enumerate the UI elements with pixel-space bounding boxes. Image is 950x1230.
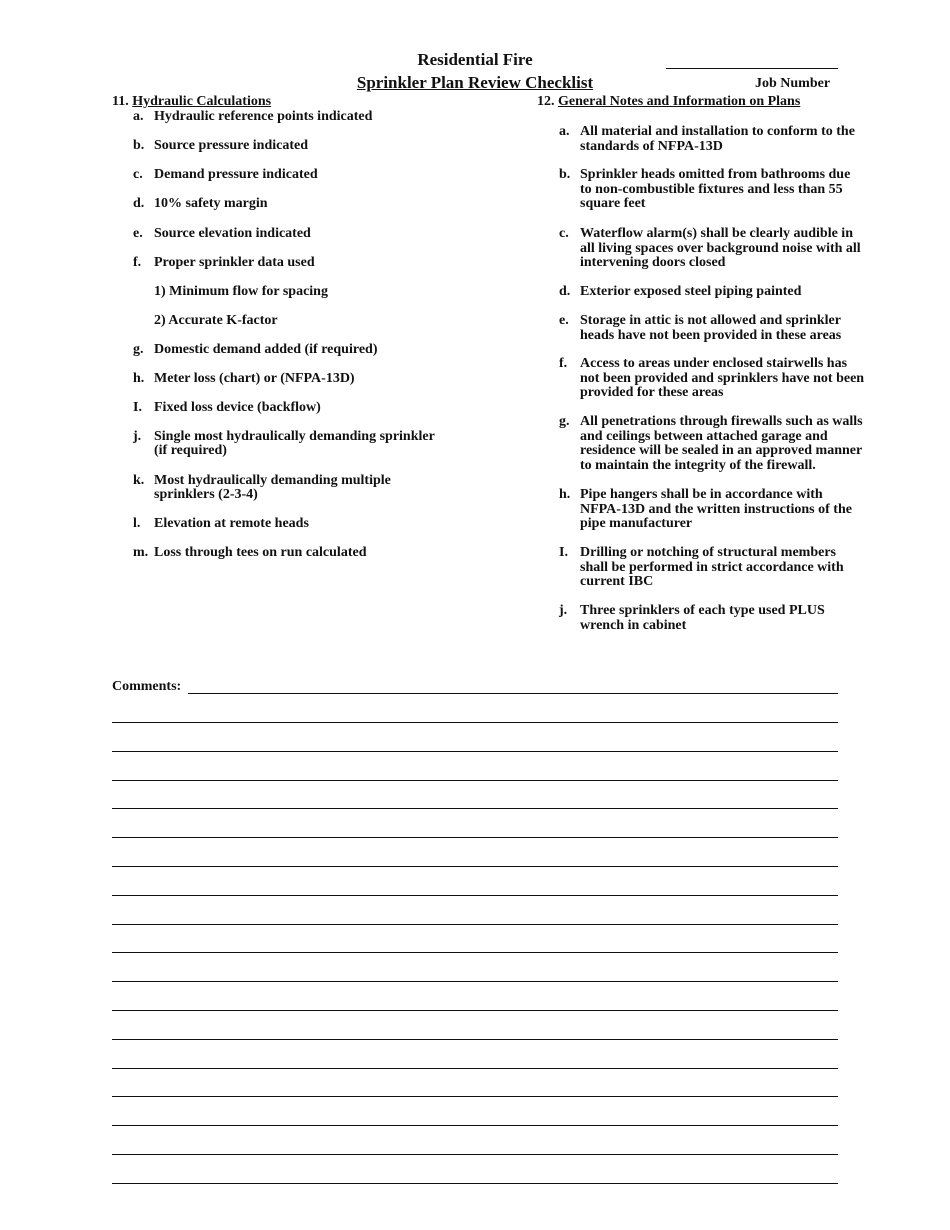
item-label: b. [133, 138, 145, 153]
item-label: I. [133, 400, 142, 415]
item-text-line: Three sprinklers of each type used PLUS [580, 603, 825, 618]
comment-rule-line[interactable] [112, 1125, 838, 1126]
notes-item [559, 545, 899, 590]
item-text: 10% safety margin [154, 196, 268, 211]
notes-item [559, 167, 899, 212]
comment-rule-line[interactable] [112, 1010, 838, 1011]
item-text-line: pipe manufacturer [580, 516, 693, 532]
item-label: j. [133, 429, 142, 444]
item-label: f. [559, 356, 568, 371]
checklist-item [133, 371, 513, 403]
item-label: k. [133, 473, 145, 488]
item-label: b. [559, 167, 571, 182]
comment-rule-line[interactable] [112, 751, 838, 752]
item-text-line: wrench in cabinet [580, 617, 687, 633]
checklist-item [133, 313, 513, 345]
comment-rule-line[interactable] [112, 952, 838, 953]
comment-rule-line[interactable] [112, 1096, 838, 1097]
item-text-line: heads have not been provided in these areas [580, 327, 842, 343]
job-number-field[interactable] [666, 68, 838, 69]
item-text: Demand pressure indicated [154, 167, 318, 182]
comment-rule-line[interactable] [112, 1154, 838, 1155]
item-text-line: all living spaces over background noise with all [580, 240, 861, 256]
item-text-line: Storage in attic is not allowed and sprinkler [580, 313, 841, 328]
checklist-item [133, 196, 513, 228]
item-label: I. [559, 545, 568, 560]
item-label: e. [133, 226, 143, 241]
job-number-label: Job Number [755, 76, 831, 91]
item-text: 2) Accurate K-factor [154, 313, 278, 328]
item-label: a. [559, 124, 570, 139]
comment-rule-line[interactable] [112, 1039, 838, 1040]
notes-item [559, 313, 899, 343]
checklist-item [133, 226, 513, 258]
item-text-line: Waterflow alarm(s) shall be clearly audible in [580, 226, 853, 241]
item-text-line: Sprinkler heads omitted from bathrooms due [580, 167, 851, 182]
item-text-line: not been provided and sprinklers have not been [580, 370, 865, 386]
checklist-item [133, 473, 513, 505]
item-text: 1) Minimum flow for spacing [154, 284, 328, 299]
checklist-item [133, 516, 513, 548]
comment-rule-line[interactable] [112, 1183, 838, 1184]
item-text-line2: sprinklers (2-3-4) [154, 487, 258, 502]
item-label: h. [133, 371, 145, 386]
item-label: j. [559, 603, 568, 618]
item-label: d. [559, 284, 571, 299]
form-title-line1: Residential Fire [417, 50, 533, 69]
section-12-number: 12. [537, 94, 555, 109]
section-11-heading [112, 94, 271, 110]
notes-item [559, 284, 899, 299]
item-label: e. [559, 313, 569, 328]
item-text-line: provided for these areas [580, 385, 724, 401]
item-label: c. [559, 226, 569, 241]
form-title-line2: Sprinkler Plan Review Checklist [356, 73, 594, 92]
item-text-line: Pipe hangers shall be in accordance with [580, 487, 823, 502]
notes-item [559, 226, 899, 271]
notes-item [559, 356, 899, 401]
section-11-number: 11. [112, 94, 129, 109]
item-text-line: All penetrations through firewalls such as walls [580, 414, 863, 429]
comment-rule-line[interactable] [112, 808, 838, 809]
item-label: d. [133, 196, 145, 211]
checklist-item [133, 167, 513, 199]
item-text-line: NFPA-13D and the written instructions of the [580, 501, 852, 517]
notes-item [559, 487, 899, 532]
notes-item [559, 414, 899, 474]
comment-rule-line[interactable] [112, 1068, 838, 1069]
comments-label: Comments: [112, 679, 182, 694]
comment-rule-line[interactable] [112, 722, 838, 723]
item-text-line: Access to areas under enclosed stairwells has [580, 356, 848, 371]
comment-rule-line[interactable] [112, 981, 838, 982]
item-text-line: standards of NFPA-13D [580, 138, 723, 154]
item-label: h. [559, 487, 571, 502]
item-text-line: intervening doors closed [580, 255, 726, 271]
item-text-line: Exterior exposed steel piping painted [580, 284, 802, 299]
item-text: Meter loss (chart) or (NFPA-13D) [154, 371, 355, 386]
item-label: g. [559, 414, 570, 429]
comment-rule-line[interactable] [112, 780, 838, 781]
item-text-line: to maintain the integrity of the firewall. [580, 458, 816, 474]
item-label: c. [133, 167, 143, 182]
item-label: g. [133, 342, 144, 357]
item-text: Loss through tees on run calculated [154, 545, 367, 560]
checklist-item [133, 255, 513, 287]
item-text-line: current IBC [580, 574, 654, 590]
item-label: a. [133, 109, 144, 124]
checklist-item [133, 109, 513, 141]
checklist-item [133, 545, 513, 577]
item-text-line: shall be performed in strict accordance with [580, 559, 844, 575]
item-text: Elevation at remote heads [154, 516, 309, 531]
item-text-line: All material and installation to conform to the [580, 124, 855, 139]
item-label: m. [133, 545, 149, 560]
item-text: Hydraulic reference points indicated [154, 109, 373, 124]
comment-rule-line[interactable] [112, 866, 838, 867]
checklist-item [133, 138, 513, 170]
item-text-line: square feet [580, 196, 646, 212]
item-text: Source pressure indicated [154, 138, 309, 153]
item-text-line2: (if required) [154, 443, 227, 458]
item-text: Single most hydraulically demanding sprinkler [154, 429, 435, 444]
checklist-item [133, 429, 513, 461]
comments-line[interactable] [188, 693, 838, 694]
checklist-item [133, 284, 513, 316]
item-text-line: Drilling or notching of structural members [580, 545, 836, 560]
item-text: Source elevation indicated [154, 226, 311, 241]
section-12-title: General Notes and Information on Plans [558, 94, 801, 109]
notes-item [559, 603, 899, 633]
comment-rule-line[interactable] [112, 924, 838, 925]
item-text: Most hydraulically demanding multiple [154, 473, 391, 488]
item-label: l. [133, 516, 141, 531]
section-11-title: Hydraulic Calculations [132, 94, 272, 109]
item-text-line: residence will be sealed in an approved manner [580, 443, 863, 459]
checklist-item [133, 342, 513, 374]
section-12-heading [537, 94, 800, 110]
comment-rule-line[interactable] [112, 895, 838, 896]
item-text: Fixed loss device (backflow) [154, 400, 321, 415]
item-text-line: to non-combustible fixtures and less than 55 [580, 181, 843, 197]
item-text-line: and ceilings between attached garage and [580, 428, 828, 444]
item-label: f. [133, 255, 142, 270]
notes-item [559, 124, 899, 154]
comment-rule-line[interactable] [112, 837, 838, 838]
item-text: Proper sprinkler data used [154, 255, 315, 270]
checklist-item [133, 400, 513, 432]
item-text: Domestic demand added (if required) [154, 342, 378, 357]
